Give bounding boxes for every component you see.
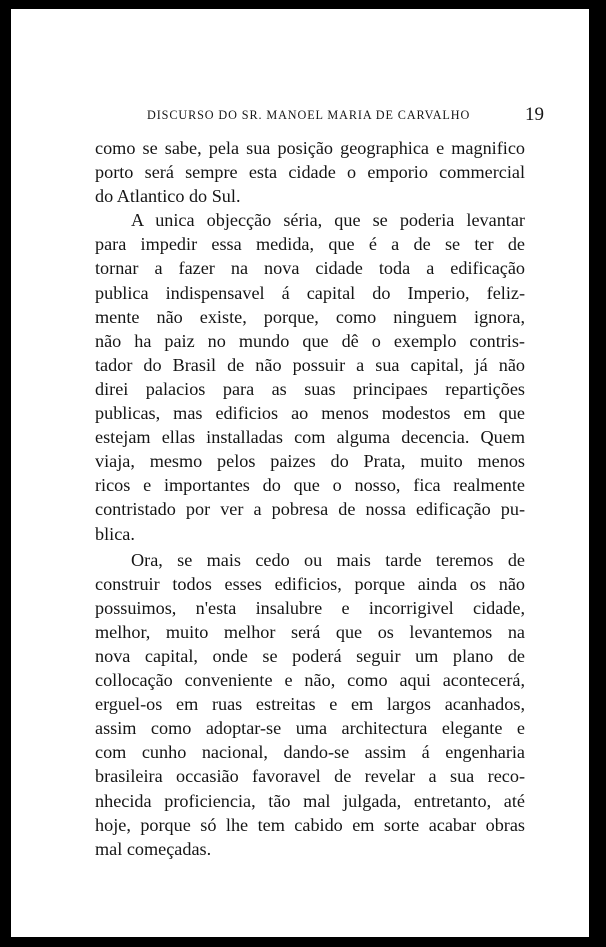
text-line: mal começadas. <box>95 838 212 859</box>
page-header <box>11 104 589 128</box>
text-line: Ora, se mais cedo ou mais tarde teremos de <box>131 549 525 570</box>
text-line: mente não existe, porque, como ninguem ignora, <box>95 306 525 327</box>
paragraph-2 <box>95 208 525 545</box>
text-line: hoje, porque só lhe tem cabido em sorte acabar obras <box>95 814 525 835</box>
text-line: assim como adoptar-se uma architectura elegante e <box>95 718 525 739</box>
text-line: ricos e importantes do que o nosso, fica realmente <box>95 475 525 496</box>
text-line: publica indispensavel á capital do Imperio, feliz- <box>95 282 525 303</box>
text-line: não ha paiz no mundo que dê o exemplo contris- <box>95 330 525 351</box>
text-line: collocação conveniente e não, como aqui acontecerá, <box>95 670 525 691</box>
text-line: contristado por ver a pobresa de nossa edificação pu- <box>95 499 525 520</box>
text-line: com cunho nacional, dando-se assim á engenharia <box>95 742 525 763</box>
text-line: como se sabe, pela sua posição geographica e magnifico <box>95 138 525 158</box>
book-page <box>11 9 589 937</box>
paragraph-3 <box>95 548 525 861</box>
page-number: 19 <box>525 104 544 125</box>
body-text <box>95 136 525 861</box>
text-line: tornar a fazer na nova cidade toda a edificação <box>95 258 525 279</box>
text-line: brasileira occasião favoravel de revelar a sua reco- <box>95 766 525 787</box>
text-line: estejam ellas installadas com alguma decencia. Quem <box>95 427 525 448</box>
text-line: A unica objecção séria, que se poderia levantar <box>131 210 525 231</box>
text-line: direi palacios para as suas principaes repartições <box>95 378 525 399</box>
text-line: construir todos esses edificios, porque ainda os não <box>95 573 525 594</box>
text-line: do Atlantico do Sul. <box>95 186 241 207</box>
text-line: nhecida proficiencia, tão mal julgada, entretanto, até <box>95 790 525 811</box>
running-title: DISCURSO DO SR. MANOEL MARIA DE CARVALHO <box>147 108 471 122</box>
text-line: melhor, muito melhor será que os levantemos na <box>95 621 525 642</box>
text-line: para impedir essa medida, que é a de se ter de <box>95 234 525 255</box>
text-line: viaja, mesmo pelos paizes do Prata, muito menos <box>95 451 525 472</box>
text-line: tador do Brasil de não possuir a sua capital, já não <box>95 354 525 375</box>
text-line: erguel-os em ruas estreitas e em largos acanhados, <box>95 694 525 715</box>
text-line: possuimos, n'esta insalubre e incorrigivel cidade, <box>95 597 525 618</box>
text-line: nova capital, onde se poderá seguir um plano de <box>95 645 525 666</box>
text-line: publicas, mas edificios ao menos modestos em que <box>95 403 525 424</box>
text-line: porto será sempre esta cidade o emporio commercial <box>95 162 525 183</box>
paragraph-1 <box>95 136 525 208</box>
text-line: blica. <box>95 523 135 544</box>
